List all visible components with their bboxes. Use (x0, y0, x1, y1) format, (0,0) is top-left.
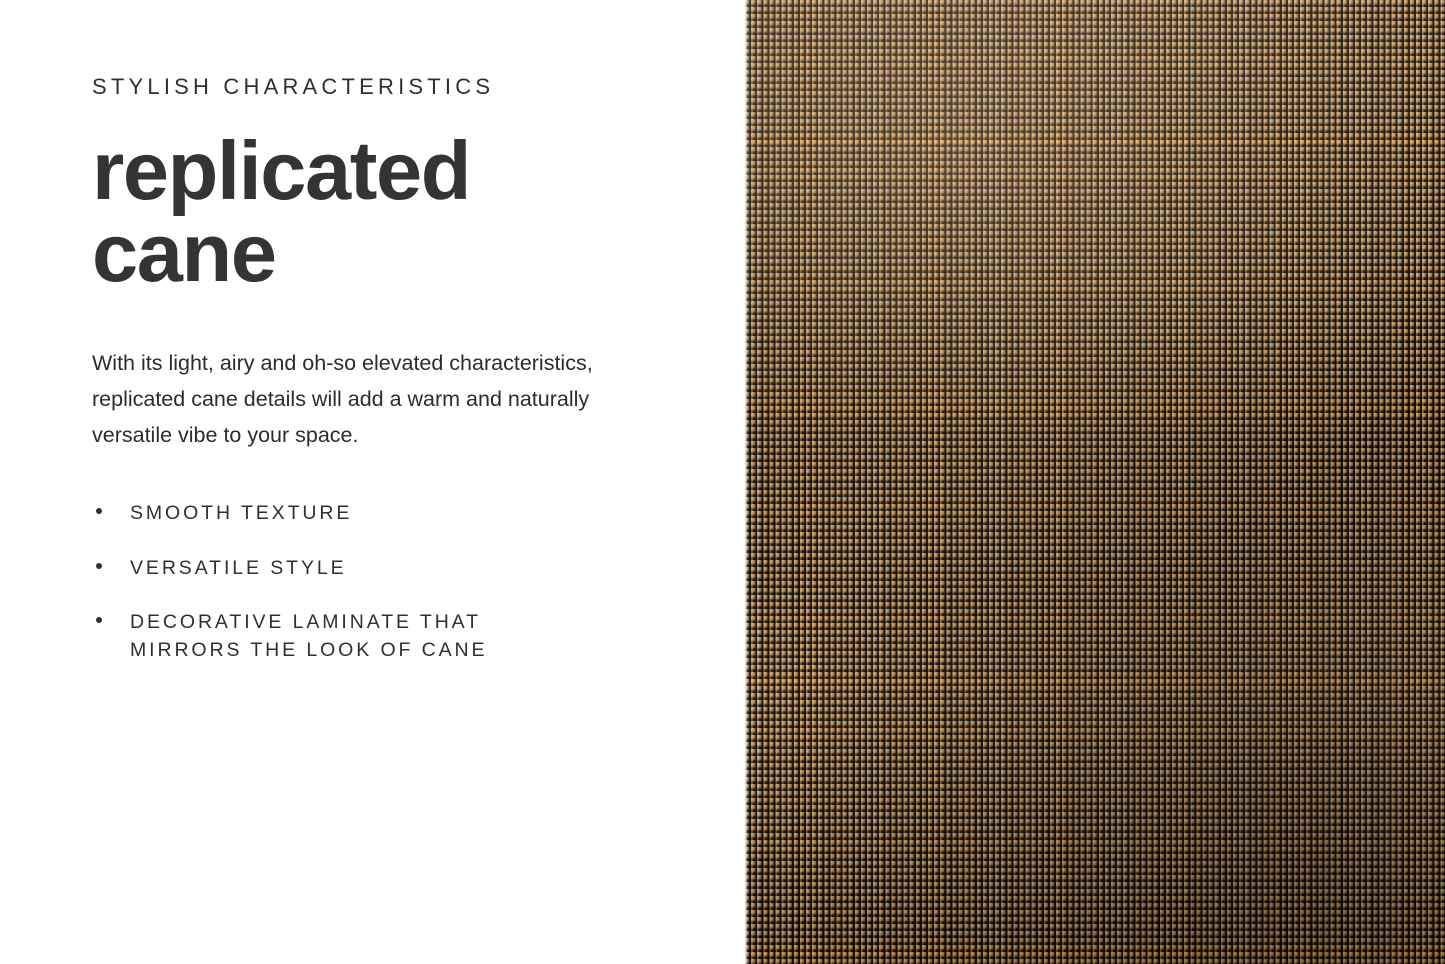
list-item-label: VERSATILE STYLE (130, 556, 347, 579)
list-item (92, 608, 672, 665)
page-title: replicated cane (92, 124, 471, 299)
woven-cane-texture-photo (745, 0, 1445, 964)
bullet-dot-icon (96, 617, 102, 623)
eyebrow-label: STYLISH CHARACTERISTICS (92, 74, 495, 99)
list-item-label: DECORATIVE LAMINATE THAT (130, 610, 481, 633)
panel-left-edge-highlight (745, 0, 748, 964)
weave-shading-layer (745, 0, 1445, 964)
list-item-label: SMOOTH TEXTURE (130, 502, 353, 525)
list-item (92, 499, 672, 527)
list-item (92, 554, 672, 582)
text-content-block (92, 74, 672, 664)
feature-list (92, 499, 672, 664)
list-item-label-secondary: MIRRORS THE LOOK OF CANE (130, 639, 488, 662)
body-paragraph: With its light, airy and oh-so elevated characteristics, replicated cane details will add a warm and naturally versatile vibe to your space. (92, 351, 593, 448)
bullet-dot-icon (96, 508, 102, 514)
bullet-dot-icon (96, 563, 102, 569)
